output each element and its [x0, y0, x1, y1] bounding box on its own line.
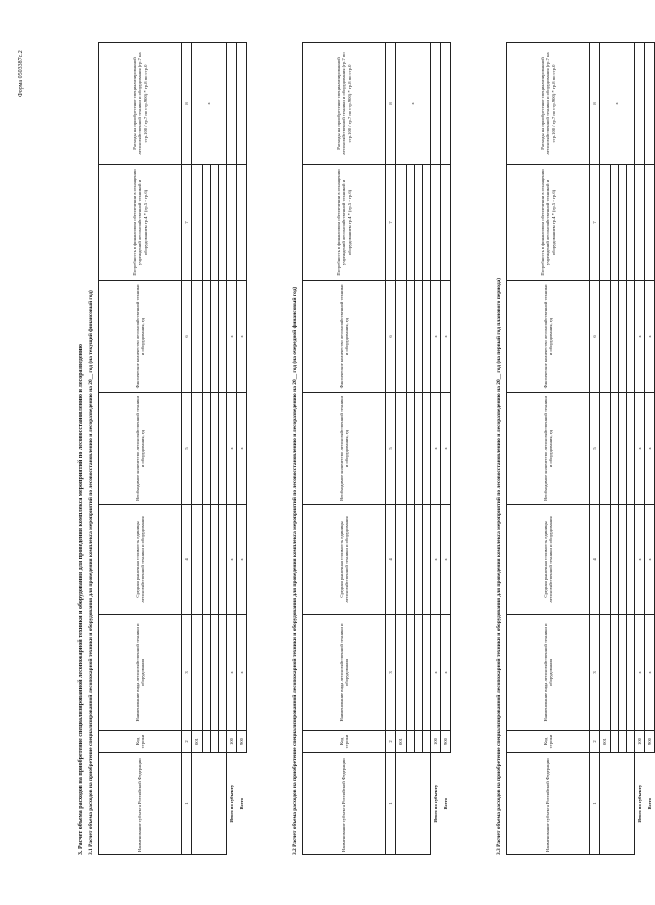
cell[interactable]	[203, 615, 211, 731]
cell[interactable]	[211, 165, 219, 281]
col-header-avg-price: Средняя рыночная стоимость единицы лесохозяйственной техники и оборудования	[507, 505, 590, 615]
x-mark: x	[441, 505, 451, 615]
col-number: 5	[182, 393, 192, 505]
col-header-expenses: Расходы на приобретение специализированной лесохозяйственной техники и оборудования (гр.7 на стр.100 / гр.7 по стр.900) * гр.8 по стр.0	[99, 43, 182, 165]
total-subject-label: Итого по субъекту	[229, 784, 234, 823]
cell[interactable]	[396, 393, 407, 505]
total-all-row	[237, 43, 247, 855]
col-header-expenses: Расходы на приобретение специализированной лесохозяйственной техники и оборудования (гр.7 по стр.100 / гр.7 по стр.900) * гр.8 по стр.0	[303, 43, 386, 165]
col-header-equipment-type: Наименование вида лесохозяйственной техники и оборудования	[507, 615, 590, 731]
col-header-avg-price: Средняя рыночная стоимость единицы лесохозяйственной техники и оборудования	[303, 505, 386, 615]
cell[interactable]	[219, 165, 227, 281]
cell[interactable]	[619, 505, 627, 615]
total-subject-code: 100	[227, 731, 237, 753]
cell[interactable]	[211, 615, 219, 731]
col-header-required-qty: Необходимое количество лесохозяйственной техники и оборудования, ед	[507, 393, 590, 505]
cell[interactable]	[192, 393, 203, 505]
cell[interactable]	[423, 165, 431, 281]
data-row	[407, 43, 415, 855]
col-header-code: Код строки	[99, 731, 182, 753]
data-row	[627, 43, 635, 855]
total-subject-row	[635, 43, 645, 855]
col-number: 3	[182, 615, 192, 731]
cell[interactable]	[423, 615, 431, 731]
col-number: 6	[182, 281, 192, 393]
cell[interactable]	[423, 281, 431, 393]
section-title: 3.3 Расчет объема расходов на приобретение специализированной лесопожарной техники и оборудования для проведения комплекса мероприятий по лесовосстановлению и лесоразведению на 20__ год (на первый год планового периода)	[496, 277, 502, 855]
data-row	[396, 43, 407, 855]
cell[interactable]	[211, 281, 219, 393]
cell[interactable]	[645, 43, 655, 165]
x-mark-cell: x	[600, 43, 635, 165]
data-row	[423, 43, 431, 855]
cell[interactable]	[219, 731, 227, 753]
data-row	[192, 43, 203, 855]
col-number: 8	[182, 43, 192, 165]
col-number: 1	[386, 753, 396, 855]
cell[interactable]	[396, 165, 407, 281]
cell[interactable]	[203, 281, 211, 393]
total-subject-code: 100	[431, 731, 441, 753]
x-mark: x	[431, 393, 441, 505]
col-header-required-qty: Необходимое количество лесохозяйственной техники и оборудования, ед	[99, 393, 182, 505]
cell[interactable]	[219, 281, 227, 393]
cell[interactable]	[211, 393, 219, 505]
col-number: 8	[386, 43, 396, 165]
col-header-subject: Наименование субъекта Российской Федерации	[99, 753, 182, 855]
total-subject-label: Итого по субъекту	[433, 784, 438, 823]
col-header-need: Потребность в финансовом обеспечении в оснащении учреждений лесохозяйственной техникой и оборудованием гр.4 * (гр.5 - гр.6)	[507, 165, 590, 281]
cell[interactable]	[415, 731, 423, 753]
header-row	[507, 43, 590, 855]
total-subject-row	[431, 43, 441, 855]
cell[interactable]	[211, 731, 219, 753]
cell[interactable]	[423, 393, 431, 505]
col-number: 6	[590, 281, 600, 393]
subject-cell[interactable]	[396, 753, 431, 855]
cell[interactable]	[396, 281, 407, 393]
header-row	[99, 43, 182, 855]
cell[interactable]	[627, 281, 635, 393]
col-number: 8	[590, 43, 600, 165]
cell[interactable]	[407, 731, 415, 753]
x-mark: x	[635, 393, 645, 505]
data-row	[211, 43, 219, 855]
data-row	[600, 43, 611, 855]
cell[interactable]	[423, 505, 431, 615]
total-subject-row	[227, 43, 237, 855]
col-number: 7	[590, 165, 600, 281]
x-mark: x	[237, 393, 247, 505]
x-mark: x	[645, 615, 655, 731]
cell[interactable]	[192, 165, 203, 281]
cell[interactable]	[415, 165, 423, 281]
cell[interactable]	[396, 615, 407, 731]
cell[interactable]	[407, 393, 415, 505]
col-header-equipment-type: Наименование вида лесохозяйственной техники и оборудования	[303, 615, 386, 731]
x-mark: x	[635, 281, 645, 393]
cell[interactable]	[600, 505, 611, 615]
cell[interactable]	[611, 731, 619, 753]
col-number: 6	[386, 281, 396, 393]
col-number: 7	[182, 165, 192, 281]
total-all-row	[645, 43, 655, 855]
x-mark: x	[227, 505, 237, 615]
data-row	[219, 43, 227, 855]
cell[interactable]	[645, 165, 655, 281]
x-mark: x	[645, 505, 655, 615]
subject-cell[interactable]	[192, 753, 227, 855]
col-header-actual-qty: Фактическое количество лесохозяйственной техники и оборудования, ед	[303, 281, 386, 393]
cell[interactable]	[431, 43, 441, 165]
cell[interactable]	[415, 281, 423, 393]
cell[interactable]	[600, 615, 611, 731]
cell[interactable]	[219, 615, 227, 731]
col-number: 4	[386, 505, 396, 615]
x-mark: x	[227, 393, 237, 505]
data-row	[619, 43, 627, 855]
col-header-subject: Наименование субъекта Российской Федерации	[303, 753, 386, 855]
col-header-actual-qty: Фактическое количество лесохозяйственной техники и оборудования, ед	[507, 281, 590, 393]
col-number: 1	[182, 753, 192, 855]
x-mark-cell: x	[396, 43, 431, 165]
col-number: 4	[182, 505, 192, 615]
x-mark: x	[441, 393, 451, 505]
main-heading: 3. Расчет объема расходов на приобретение специализированной лесопожарной техники и оборудования для проведения комплекса мероприятий по лесовосстановлению и лесоразведению	[78, 344, 84, 855]
cell[interactable]	[431, 165, 441, 281]
x-mark: x	[227, 615, 237, 731]
calculation-table-3	[506, 42, 655, 855]
cell[interactable]	[415, 505, 423, 615]
total-all-label: Всего	[442, 798, 448, 810]
cell[interactable]	[237, 165, 247, 281]
section-title: 3.2 Расчет объема расходов на приобретение специализированной лесопожарной техники и оборудования для проведения комплекса мероприятий по лесовосстановлению и лесоразведению на 20__ год (на очередной финансовый год)	[292, 286, 298, 855]
cell[interactable]	[619, 393, 627, 505]
cell[interactable]	[441, 43, 451, 165]
cell[interactable]	[237, 43, 247, 165]
form-label: Форма 0503387с.2	[18, 50, 24, 97]
x-mark: x	[431, 505, 441, 615]
col-number: 2	[590, 731, 600, 753]
cell[interactable]	[635, 165, 645, 281]
cell[interactable]	[600, 165, 611, 281]
col-number: 3	[590, 615, 600, 731]
col-number: 3	[386, 615, 396, 731]
column-numbers-row	[182, 43, 192, 855]
cell[interactable]	[396, 505, 407, 615]
cell[interactable]	[441, 165, 451, 281]
cell[interactable]	[203, 505, 211, 615]
section-title: 3.1 Расчет объема расходов на приобретение специализированной лесопожарной техники и оборудования для проведения комплекса мероприятий по лесовосстановлению и лесоразведению на 20__ год (на текущий финансовый год)	[88, 290, 94, 855]
data-row	[415, 43, 423, 855]
cell[interactable]	[600, 281, 611, 393]
cell[interactable]	[407, 615, 415, 731]
cell[interactable]	[627, 731, 635, 753]
col-header-code: Код строки	[507, 731, 590, 753]
total-all-code: 900	[645, 731, 655, 753]
data-row	[203, 43, 211, 855]
total-all-label: Всего	[646, 798, 652, 810]
cell[interactable]	[611, 393, 619, 505]
cell[interactable]	[203, 393, 211, 505]
cell[interactable]	[407, 165, 415, 281]
col-header-actual-qty: Фактическое количество лесохозяйственной техники и оборудования, ед	[99, 281, 182, 393]
cell[interactable]	[619, 615, 627, 731]
cell[interactable]	[619, 731, 627, 753]
cell[interactable]	[407, 505, 415, 615]
col-header-need: Потребность в финансовом обеспечении в оснащении учреждений лесохозяйственной техникой и оборудованием гр.4 * (гр.5 - гр.6)	[303, 165, 386, 281]
cell[interactable]	[627, 615, 635, 731]
cell[interactable]	[600, 393, 611, 505]
col-number: 5	[386, 393, 396, 505]
data-row	[611, 43, 619, 855]
total-all-row	[441, 43, 451, 855]
total-all-label: Всего	[238, 798, 244, 810]
col-header-code: Код строки	[303, 731, 386, 753]
cell[interactable]	[219, 393, 227, 505]
cell[interactable]	[227, 43, 237, 165]
x-mark: x	[237, 281, 247, 393]
x-mark: x	[635, 505, 645, 615]
col-header-required-qty: Необходимое количество лесохозяйственной техники и оборудования, ед	[303, 393, 386, 505]
calculation-table-2	[302, 42, 451, 855]
x-mark: x	[441, 281, 451, 393]
calculation-table-1	[98, 42, 247, 855]
cell[interactable]	[619, 281, 627, 393]
total-subject-code: 100	[635, 731, 645, 753]
cell[interactable]	[423, 731, 431, 753]
subject-cell[interactable]	[600, 753, 635, 855]
x-mark: x	[237, 615, 247, 731]
cell[interactable]	[611, 165, 619, 281]
cell[interactable]	[415, 615, 423, 731]
header-row	[303, 43, 386, 855]
cell[interactable]	[635, 43, 645, 165]
cell[interactable]	[211, 505, 219, 615]
total-all-code: 900	[441, 731, 451, 753]
cell[interactable]	[219, 505, 227, 615]
cell[interactable]	[192, 281, 203, 393]
total-all-code: 900	[237, 731, 247, 753]
cell[interactable]	[192, 615, 203, 731]
col-number: 7	[386, 165, 396, 281]
col-header-subject: Наименование субъекта Российской Федерации	[507, 753, 590, 855]
col-header-equipment-type: Наименование вида лесохозяйственной техники и оборудования	[99, 615, 182, 731]
x-mark: x	[227, 281, 237, 393]
cell[interactable]	[203, 731, 211, 753]
col-number: 5	[590, 393, 600, 505]
x-mark-cell: x	[192, 43, 227, 165]
col-number: 2	[386, 731, 396, 753]
cell[interactable]	[611, 281, 619, 393]
row-code: 001	[600, 731, 611, 753]
cell[interactable]	[627, 165, 635, 281]
cell[interactable]	[415, 393, 423, 505]
total-subject-label: Итого по субъекту	[637, 784, 642, 823]
col-header-avg-price: Средняя рыночная стоимость единицы лесохозяйственной техники и оборудования	[99, 505, 182, 615]
column-numbers-row	[386, 43, 396, 855]
cell[interactable]	[627, 505, 635, 615]
x-mark: x	[645, 393, 655, 505]
row-code: 001	[192, 731, 203, 753]
cell[interactable]	[619, 165, 627, 281]
col-header-expenses: Расходы на приобретение специализированной лесохозяйственной техники и оборудования (гр.7 на стр.100 / гр.7 по стр.900) * гр.8 по стр.0	[507, 43, 590, 165]
cell[interactable]	[192, 505, 203, 615]
x-mark: x	[431, 615, 441, 731]
x-mark: x	[635, 615, 645, 731]
x-mark: x	[237, 505, 247, 615]
x-mark: x	[431, 281, 441, 393]
col-number: 4	[590, 505, 600, 615]
cell[interactable]	[611, 505, 619, 615]
row-code: 001	[396, 731, 407, 753]
cell[interactable]	[627, 393, 635, 505]
cell[interactable]	[407, 281, 415, 393]
cell[interactable]	[227, 165, 237, 281]
cell[interactable]	[203, 165, 211, 281]
x-mark: x	[645, 281, 655, 393]
col-header-need: Потребность в финансовом обеспечении в оснащении учреждений лесохозяйственной техникой и оборудованием гр.4 * (гр.5 - гр.6)	[99, 165, 182, 281]
col-number: 2	[182, 731, 192, 753]
col-number: 1	[590, 753, 600, 855]
cell[interactable]	[611, 615, 619, 731]
column-numbers-row	[590, 43, 600, 855]
x-mark: x	[441, 615, 451, 731]
